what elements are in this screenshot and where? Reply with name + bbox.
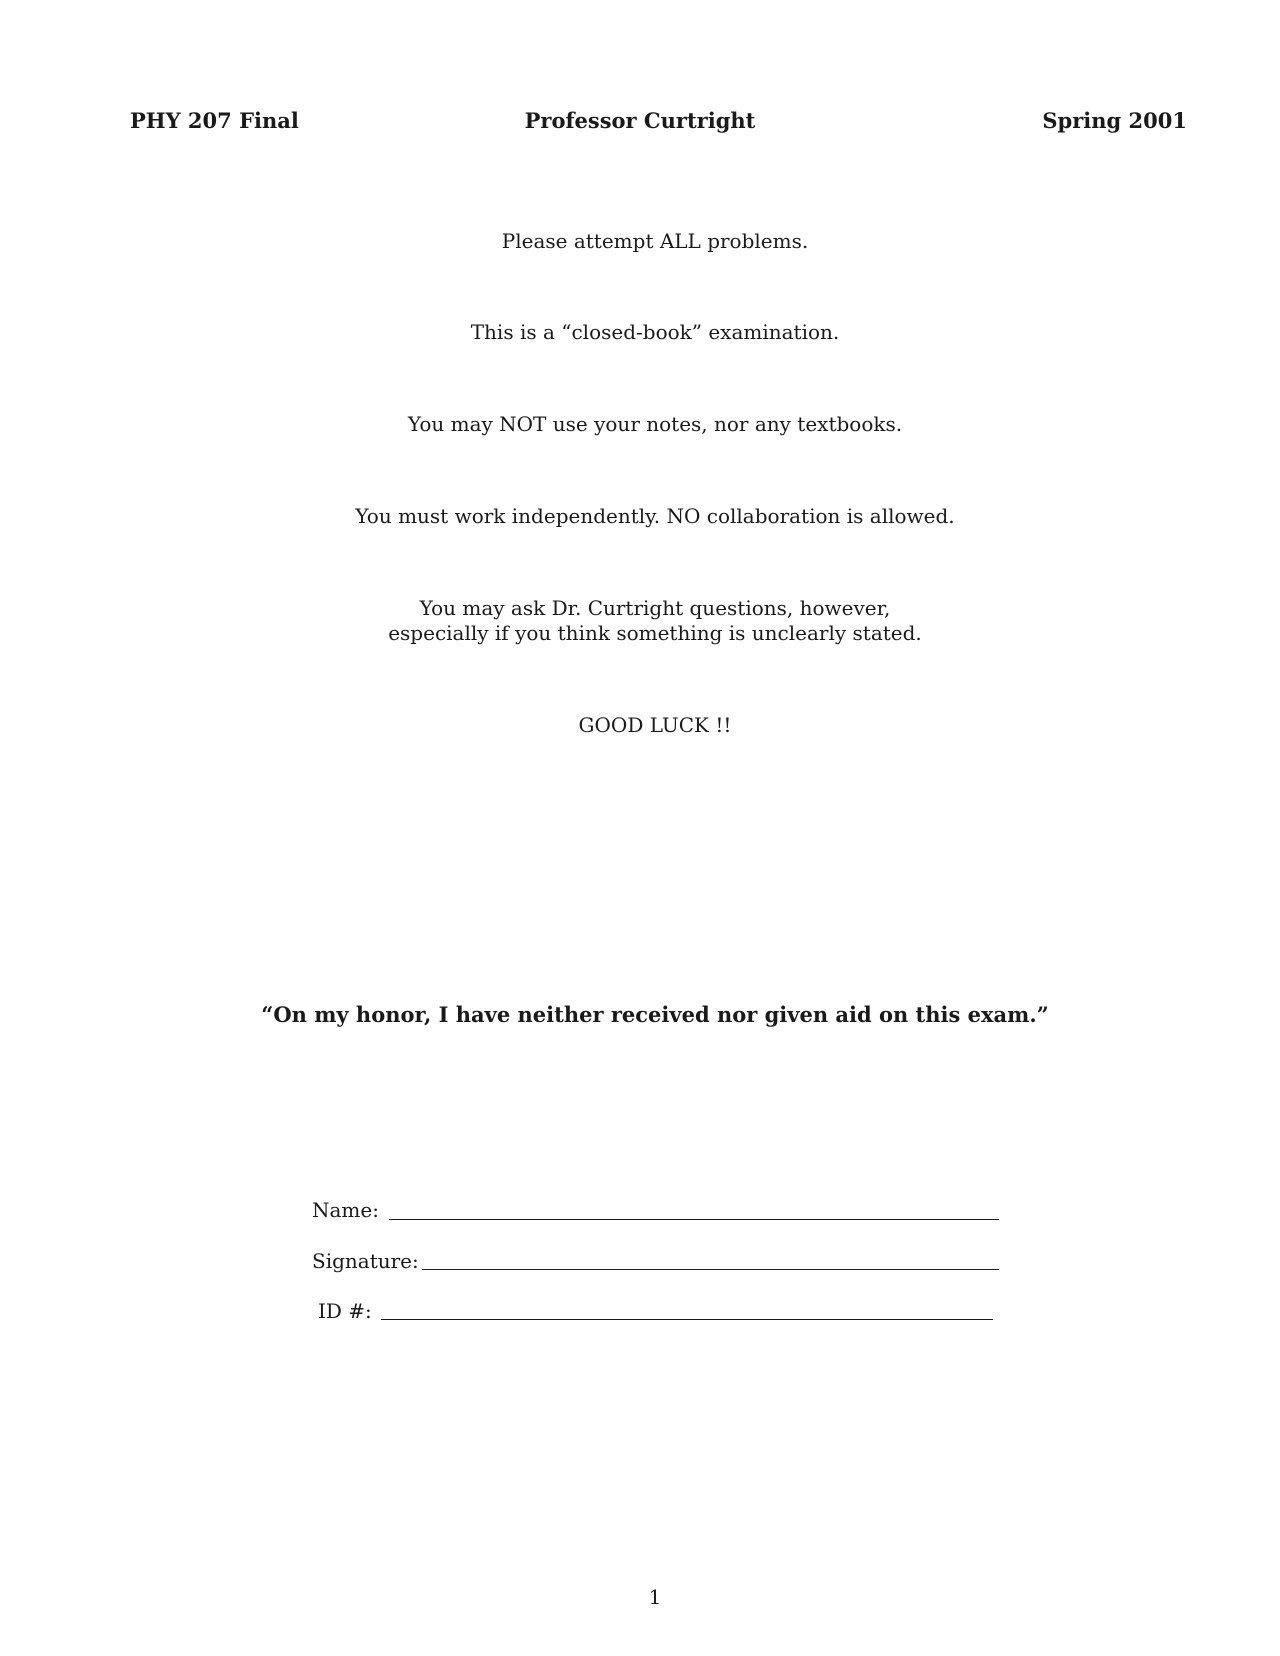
id-label: ID #: [318,1299,372,1323]
instruction-closed-book: This is a “closed-book” examination. [470,320,840,344]
professor-name: Professor Curtright [524,108,756,133]
instruction-unclear-stated: especially if you think something is unclearly stated. [388,621,922,645]
name-field-line [389,1219,999,1220]
good-luck-message: GOOD LUCK !! [578,713,732,737]
instruction-no-notes: You may NOT use your notes, nor any textbooks. [407,412,903,436]
name-label: Name: [312,1198,379,1222]
course-title: PHY 207 Final [130,108,299,133]
instruction-work-independently: You must work independently. NO collaboration is allowed. [355,504,955,528]
page-header [0,108,1280,140]
honor-pledge: “On my honor, I have neither received nor given aid on this exam.” [261,1002,1049,1027]
signature-field-line [422,1269,999,1270]
page-number: 1 [648,1585,662,1609]
instruction-attempt-all: Please attempt ALL problems. [501,229,809,253]
signature-label: Signature: [312,1249,419,1273]
exam-term: Spring 2001 [1042,108,1187,133]
id-field-line [381,1319,993,1320]
instruction-ask-questions: You may ask Dr. Curtright questions, however, [419,596,891,620]
